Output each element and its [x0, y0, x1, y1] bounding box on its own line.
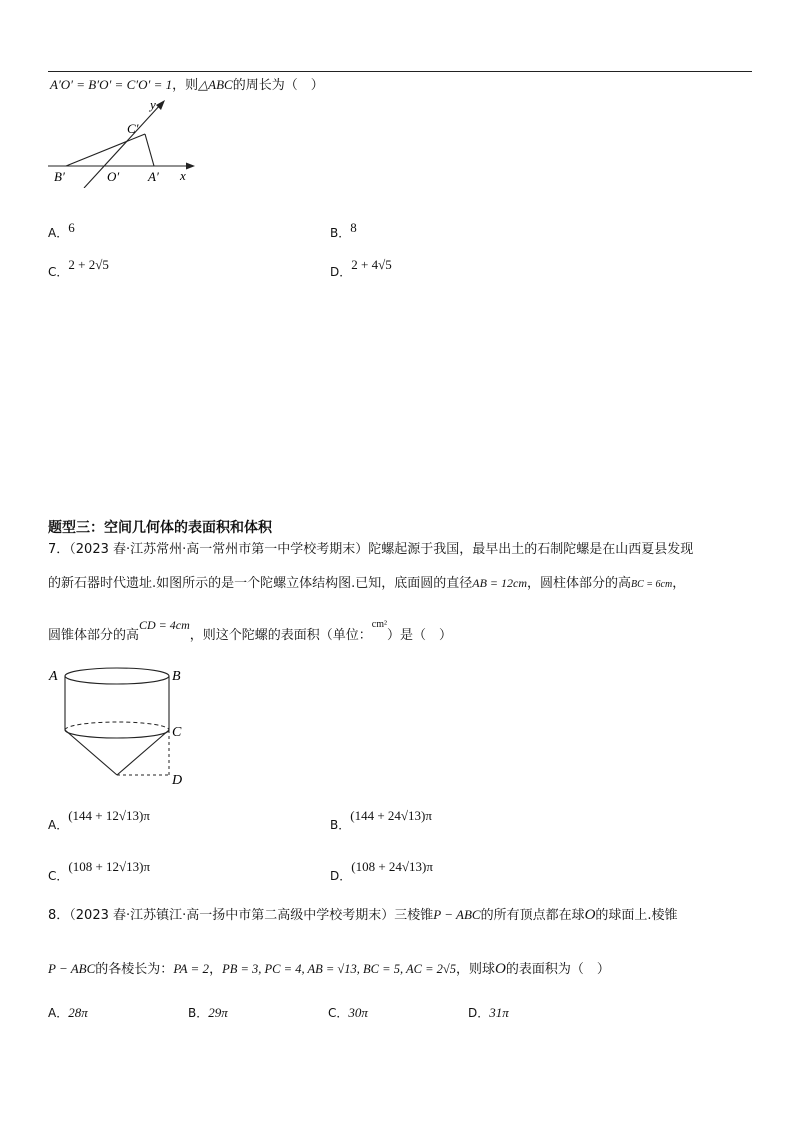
label-c-prime: C′	[127, 121, 139, 136]
q8-option-b[interactable]	[188, 1004, 228, 1023]
section-heading: 题型三：空间几何体的表面积和体积	[48, 520, 272, 536]
q8-option-c[interactable]	[328, 1004, 368, 1023]
q7-text: ，	[672, 576, 686, 591]
label-d: D	[172, 773, 183, 786]
x-axis-arrow	[186, 163, 195, 170]
option-value: 30π	[348, 1005, 368, 1020]
q7-text: ，则这个陀螺的表面积（单位：	[189, 628, 372, 643]
q7-line2	[48, 574, 685, 594]
q7-bc: BC = 6cm	[631, 579, 673, 590]
option-label: D．	[330, 869, 352, 883]
q8-pabc: P − ABC	[48, 961, 96, 976]
header-rule	[48, 71, 752, 72]
label-b-prime: B′	[54, 169, 65, 184]
segment-ca	[145, 134, 154, 166]
option-value: 2 + 4√5	[351, 257, 392, 272]
q6-cond-text: ，则	[172, 78, 199, 93]
option-label: B．	[188, 1006, 209, 1020]
q8-edges: PB = 3, PC = 4, AB = √13, BC = 5, AC = 2√5	[222, 962, 456, 976]
top-ellipse	[65, 668, 169, 684]
label-x: x	[180, 168, 186, 183]
q7-unit: cm²	[371, 619, 388, 630]
option-value: 31π	[489, 1005, 509, 1020]
option-label: D．	[468, 1006, 490, 1020]
q6-option-a[interactable]	[48, 220, 75, 243]
q7-figure	[44, 662, 194, 786]
option-value: (144 + 12√13)π	[68, 808, 150, 823]
q6-option-d[interactable]	[330, 257, 392, 282]
q8-text: ，	[209, 962, 223, 977]
label-a: A	[49, 669, 58, 684]
q8-option-a[interactable]	[48, 1004, 88, 1023]
option-label: A．	[48, 818, 69, 832]
bottom-ellipse-front	[65, 730, 169, 738]
option-value: (108 + 12√13)π	[68, 859, 151, 874]
q8-line2	[48, 960, 610, 979]
option-value: 6	[68, 220, 75, 235]
option-value: 29π	[208, 1005, 228, 1020]
label-a-prime: A′	[148, 169, 159, 184]
q8-pabc: P − ABC	[433, 907, 481, 922]
option-label: B．	[330, 818, 351, 832]
option-label: B．	[330, 226, 351, 240]
label-o-prime: O′	[107, 169, 120, 184]
option-label: A．	[48, 1006, 69, 1020]
q8-text: （2023 春·江苏镇江·高一扬中市第二高级中学校考期末）三棱锥	[69, 908, 434, 923]
q6-condition: A′O′ = B′O′ = C′O′ = 1	[50, 77, 173, 92]
q7-text: ，圆柱体部分的高	[527, 576, 632, 591]
q8-text: 的球面上.棱锥	[595, 908, 678, 923]
q7-text: （2023 春·江苏常州·高一常州市第一中学校考期末）陀螺起源于我国，最早出土的石制陀螺是在山西夏县发现	[69, 542, 694, 557]
q7-line1	[48, 541, 693, 559]
option-value: 28π	[68, 1005, 88, 1020]
segment-bc	[66, 134, 145, 166]
question-number: 7．	[48, 542, 70, 557]
q6-stem	[50, 76, 324, 95]
q8-text: ，则球	[455, 962, 495, 977]
q6-ask: 的周长为（ ）	[232, 78, 324, 93]
q6-triangle: △ABC	[198, 77, 233, 92]
q7-option-b[interactable]	[330, 808, 432, 835]
q8-text: 的各棱长为：	[95, 962, 174, 977]
q7-cd: CD = 4cm	[139, 618, 190, 632]
option-label: C．	[328, 1006, 349, 1020]
q7-option-c[interactable]	[48, 859, 151, 886]
bottom-ellipse-back	[65, 722, 169, 730]
q6-option-b[interactable]	[330, 220, 357, 243]
option-label: A．	[48, 226, 69, 240]
q7-text: 圆锥体部分的高	[48, 628, 140, 643]
q7-text: 的新石器时代遗址.如图所示的是一个陀螺立体结构图.已知，底面圆的直径	[48, 576, 473, 591]
q6-option-c[interactable]	[48, 257, 109, 282]
q6-figure	[44, 96, 204, 188]
question-number: 8．	[48, 908, 70, 923]
label-c: C	[172, 725, 182, 740]
q8-text: 的表面积为（ ）	[505, 962, 610, 977]
option-label: C．	[48, 869, 69, 883]
option-label: C．	[48, 265, 69, 279]
option-label: D．	[330, 265, 352, 279]
q8-line1	[48, 906, 678, 925]
option-value: 2 + 2√5	[68, 257, 109, 272]
q7-option-a[interactable]	[48, 808, 150, 835]
option-value: (108 + 24√13)π	[351, 859, 433, 874]
q7-line3	[48, 618, 453, 646]
q8-o: O	[495, 961, 506, 977]
q8-text: 的所有顶点都在球	[480, 908, 585, 923]
label-y: y	[150, 97, 156, 112]
q8-o: O	[584, 907, 596, 923]
q8-option-d[interactable]	[468, 1004, 509, 1023]
q7-text: ）是（ ）	[387, 628, 453, 643]
q7-option-d[interactable]	[330, 859, 433, 886]
label-b: B	[172, 669, 181, 684]
option-value: (144 + 24√13)π	[350, 808, 432, 823]
q8-pa: PA = 2	[173, 961, 210, 976]
option-value: 8	[350, 220, 357, 235]
q7-ab: AB = 12cm	[472, 576, 528, 590]
